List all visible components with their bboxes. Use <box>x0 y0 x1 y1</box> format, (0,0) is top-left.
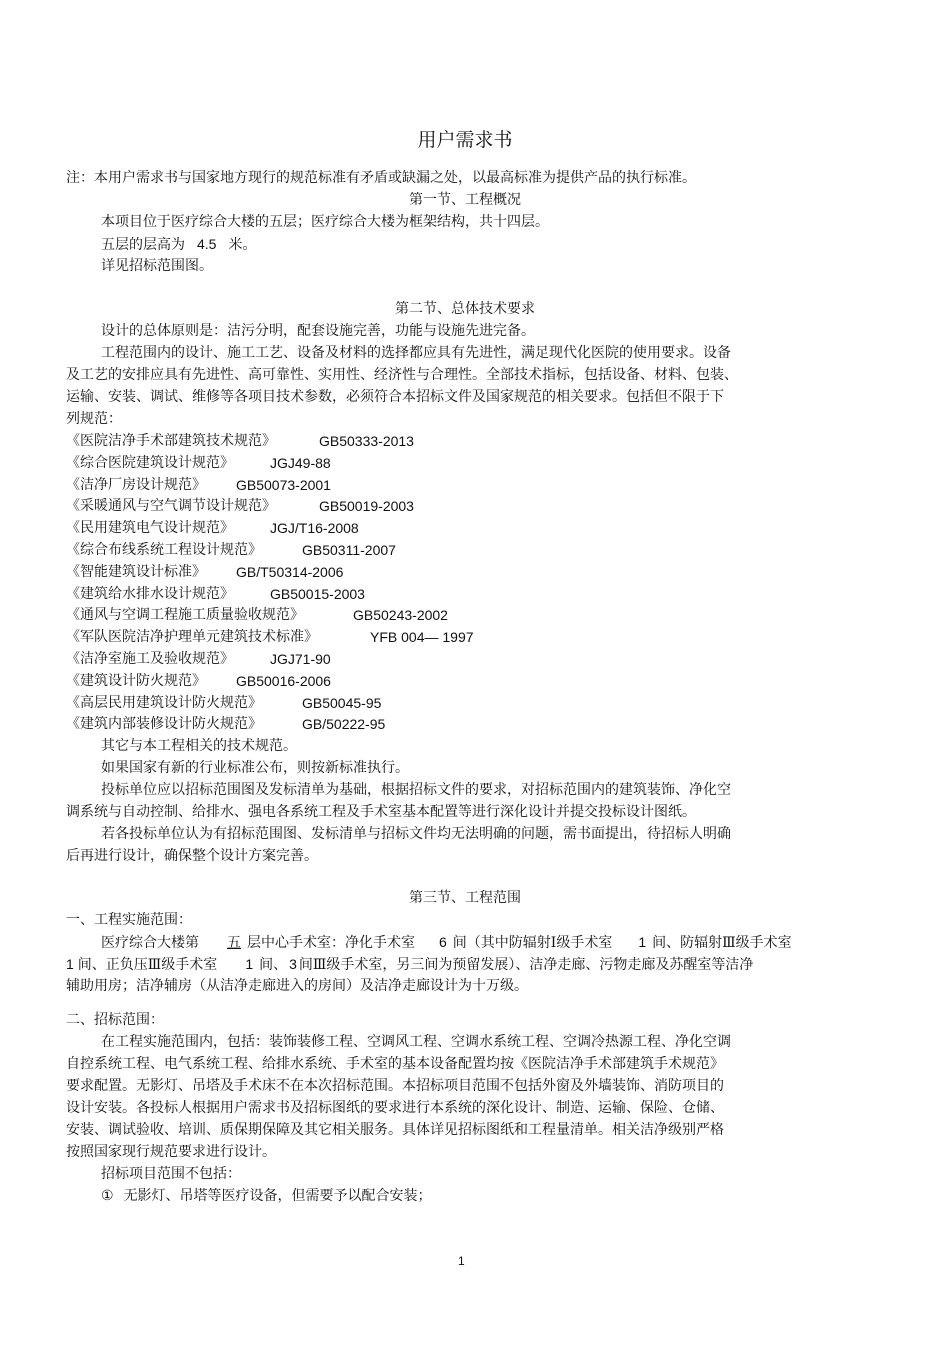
section2-principle: 设计的总体原则是：洁污分明，配套设施完善，功能与设施先进完备。 <box>101 323 535 339</box>
floor-height-value: 4.5 <box>197 236 217 252</box>
section3-sub1: 一、工程实施范围： <box>66 912 192 928</box>
section1-line2 <box>101 235 256 254</box>
standard-name: 《高层民用建筑设计防火规范》 <box>66 695 262 711</box>
floor-number: 五 <box>227 935 241 951</box>
standard-code: GB50016-2006 <box>236 673 331 689</box>
tender-scope-line: 要求配置。无影灯、吊塔及手术床不在本次招标范围。本招标项目范围不包括外窗及外墙装饰、消防项目的 <box>66 1078 724 1094</box>
standard-code: JGJ/T16-2008 <box>270 520 359 536</box>
section2-para-line: 工程范围内的设计、施工工艺、设备及材料的选择都应具有先进性，满足现代化医院的使用要求。设备 <box>101 345 731 361</box>
note-line: 注：本用户需求书与国家地方现行的规范标准有矛盾或缺漏之处，以最高标准为提供产品的执行标准。 <box>66 170 696 186</box>
standard-name: 《洁净室施工及验收规范》 <box>66 651 234 667</box>
standard-name: 《采暖通风与空气调节设计规范》 <box>66 498 276 514</box>
section2-para-line: 投标单位应以招标范围图及发标清单为基础，根据招标文件的要求，对招标范围内的建筑装饰、净化空 <box>101 782 731 798</box>
standard-code: GB50311-2007 <box>302 542 396 558</box>
standard-name: 《军队医院洁净护理单元建筑技术标准》 <box>66 629 318 645</box>
standard-name: 《建筑给水排水设计规范》 <box>66 586 234 602</box>
standard-code: GB/50222-95 <box>302 716 386 732</box>
document-title: 用户需求书 <box>417 129 513 151</box>
standard-name: 《建筑内部装修设计防火规范》 <box>66 716 262 732</box>
standard-code: GB/T50314-2006 <box>236 564 344 580</box>
section2-other-standards: 其它与本工程相关的技术规范。 <box>101 738 297 754</box>
section2-new-standards: 如果国家有新的行业标准公布，则按新标准执行。 <box>101 760 409 776</box>
standard-name: 《建筑设计防火规范》 <box>66 673 206 689</box>
tender-scope-line: 按照国家现行规范要求进行设计。 <box>66 1144 276 1160</box>
section2-para-line: 后再进行设计，确保整个设计方案完善。 <box>66 848 318 864</box>
standard-name: 《通风与空调工程施工质量验收规范》 <box>66 607 304 623</box>
section1-line3: 详见招标范围图。 <box>101 258 213 274</box>
standard-name: 《医院洁净手术部建筑技术规范》 <box>66 433 276 449</box>
standard-code: GB50243-2002 <box>353 607 448 623</box>
section2-para-line: 调系统与自动控制、给排水、强电各系统工程及手术室基本配置等进行深化设计并提交投标设计图纸。 <box>66 804 696 820</box>
scope-line1: 医疗综合大楼第 五 层中心手术室：净化手术室 6 间（其中防辐射Ⅰ级手术室 1 间、防辐射Ⅲ级手术室 <box>101 934 792 951</box>
section2-para-line: 若各投标单位认为有招标范围图、发标清单与招标文件均无法明确的问题，需书面提出，待招标人明确 <box>101 826 731 842</box>
section2-para-line: 列规范： <box>66 411 122 427</box>
scope-line2: 1 间、正负压Ⅲ级手术室 1 间、 3 间Ⅲ级手术室，另三间为预留发展）、洁净走廊、污物走廊及苏醒室等洁净 <box>66 956 754 973</box>
exclusion-item: ① 无影灯、吊塔等医疗设备，但需要予以配合安装； <box>101 1188 432 1204</box>
standard-code: YFB 004— 1997 <box>370 629 474 645</box>
standard-code: GB50073-2001 <box>236 477 331 493</box>
floor-height-label: 五层的层高为 <box>101 237 185 253</box>
standard-name: 《综合布线系统工程设计规范》 <box>66 542 262 558</box>
tender-scope-line: 在工程实施范围内，包括：装饰装修工程、空调风工程、空调水系统工程、空调冷热源工程、净化空调 <box>101 1034 731 1050</box>
exclusions-heading: 招标项目范围不包括： <box>101 1166 241 1182</box>
section3-sub2: 二、招标范围： <box>66 1012 164 1028</box>
tender-scope-line: 设计安装。各投标人根据用户需求书及招标图纸的要求进行本系统的深化设计、制造、运输、保险、仓储、 <box>66 1100 724 1116</box>
standard-name: 《洁净厂房设计规范》 <box>66 477 206 493</box>
section1-heading: 第一节、工程概况 <box>409 192 521 208</box>
page-number: 1 <box>458 1254 465 1268</box>
standard-name: 《智能建筑设计标准》 <box>66 564 206 580</box>
section2-para-line: 运输、安装、调试、维修等各项目技术参数，必须符合本招标文件及国家规范的相关要求。包括但不限于下 <box>66 389 724 405</box>
standard-code: GB50015-2003 <box>270 586 365 602</box>
standard-name: 《民用建筑电气设计规范》 <box>66 520 234 536</box>
standard-code: GB50333-2013 <box>319 433 414 449</box>
standard-code: GB50045-95 <box>302 695 382 711</box>
floor-height-unit: 米。 <box>228 237 257 253</box>
tender-scope-line: 安装、调试验收、培训、质保期保障及其它相关服务。具体详见招标图纸和工程量清单。相关洁净级别严格 <box>66 1122 724 1138</box>
section3-heading: 第三节、工程范围 <box>409 890 521 906</box>
standard-code: JGJ71-90 <box>270 651 331 667</box>
item-marker: ① <box>101 1188 114 1204</box>
scope-line3: 辅助用房；洁净辅房（从洁净走廊进入的房间）及洁净走廊设计为十万级。 <box>66 978 528 994</box>
standard-code: JGJ49-88 <box>270 455 331 471</box>
standard-code: GB50019-2003 <box>319 498 414 514</box>
section1-line1: 本项目位于医疗综合大楼的五层；医疗综合大楼为框架结构，共十四层。 <box>101 214 549 230</box>
tender-scope-line: 自控系统工程、电气系统工程、给排水系统、手术室的基本设备配置均按《医院洁净手术部建筑手术规范》 <box>66 1056 724 1072</box>
section2-para-line: 及工艺的安排应具有先进性、高可靠性、实用性、经济性与合理性。全部技术指标，包括设备、材料、包装、 <box>66 367 738 383</box>
section2-heading: 第二节、总体技术要求 <box>395 301 535 317</box>
standard-name: 《综合医院建筑设计规范》 <box>66 455 234 471</box>
